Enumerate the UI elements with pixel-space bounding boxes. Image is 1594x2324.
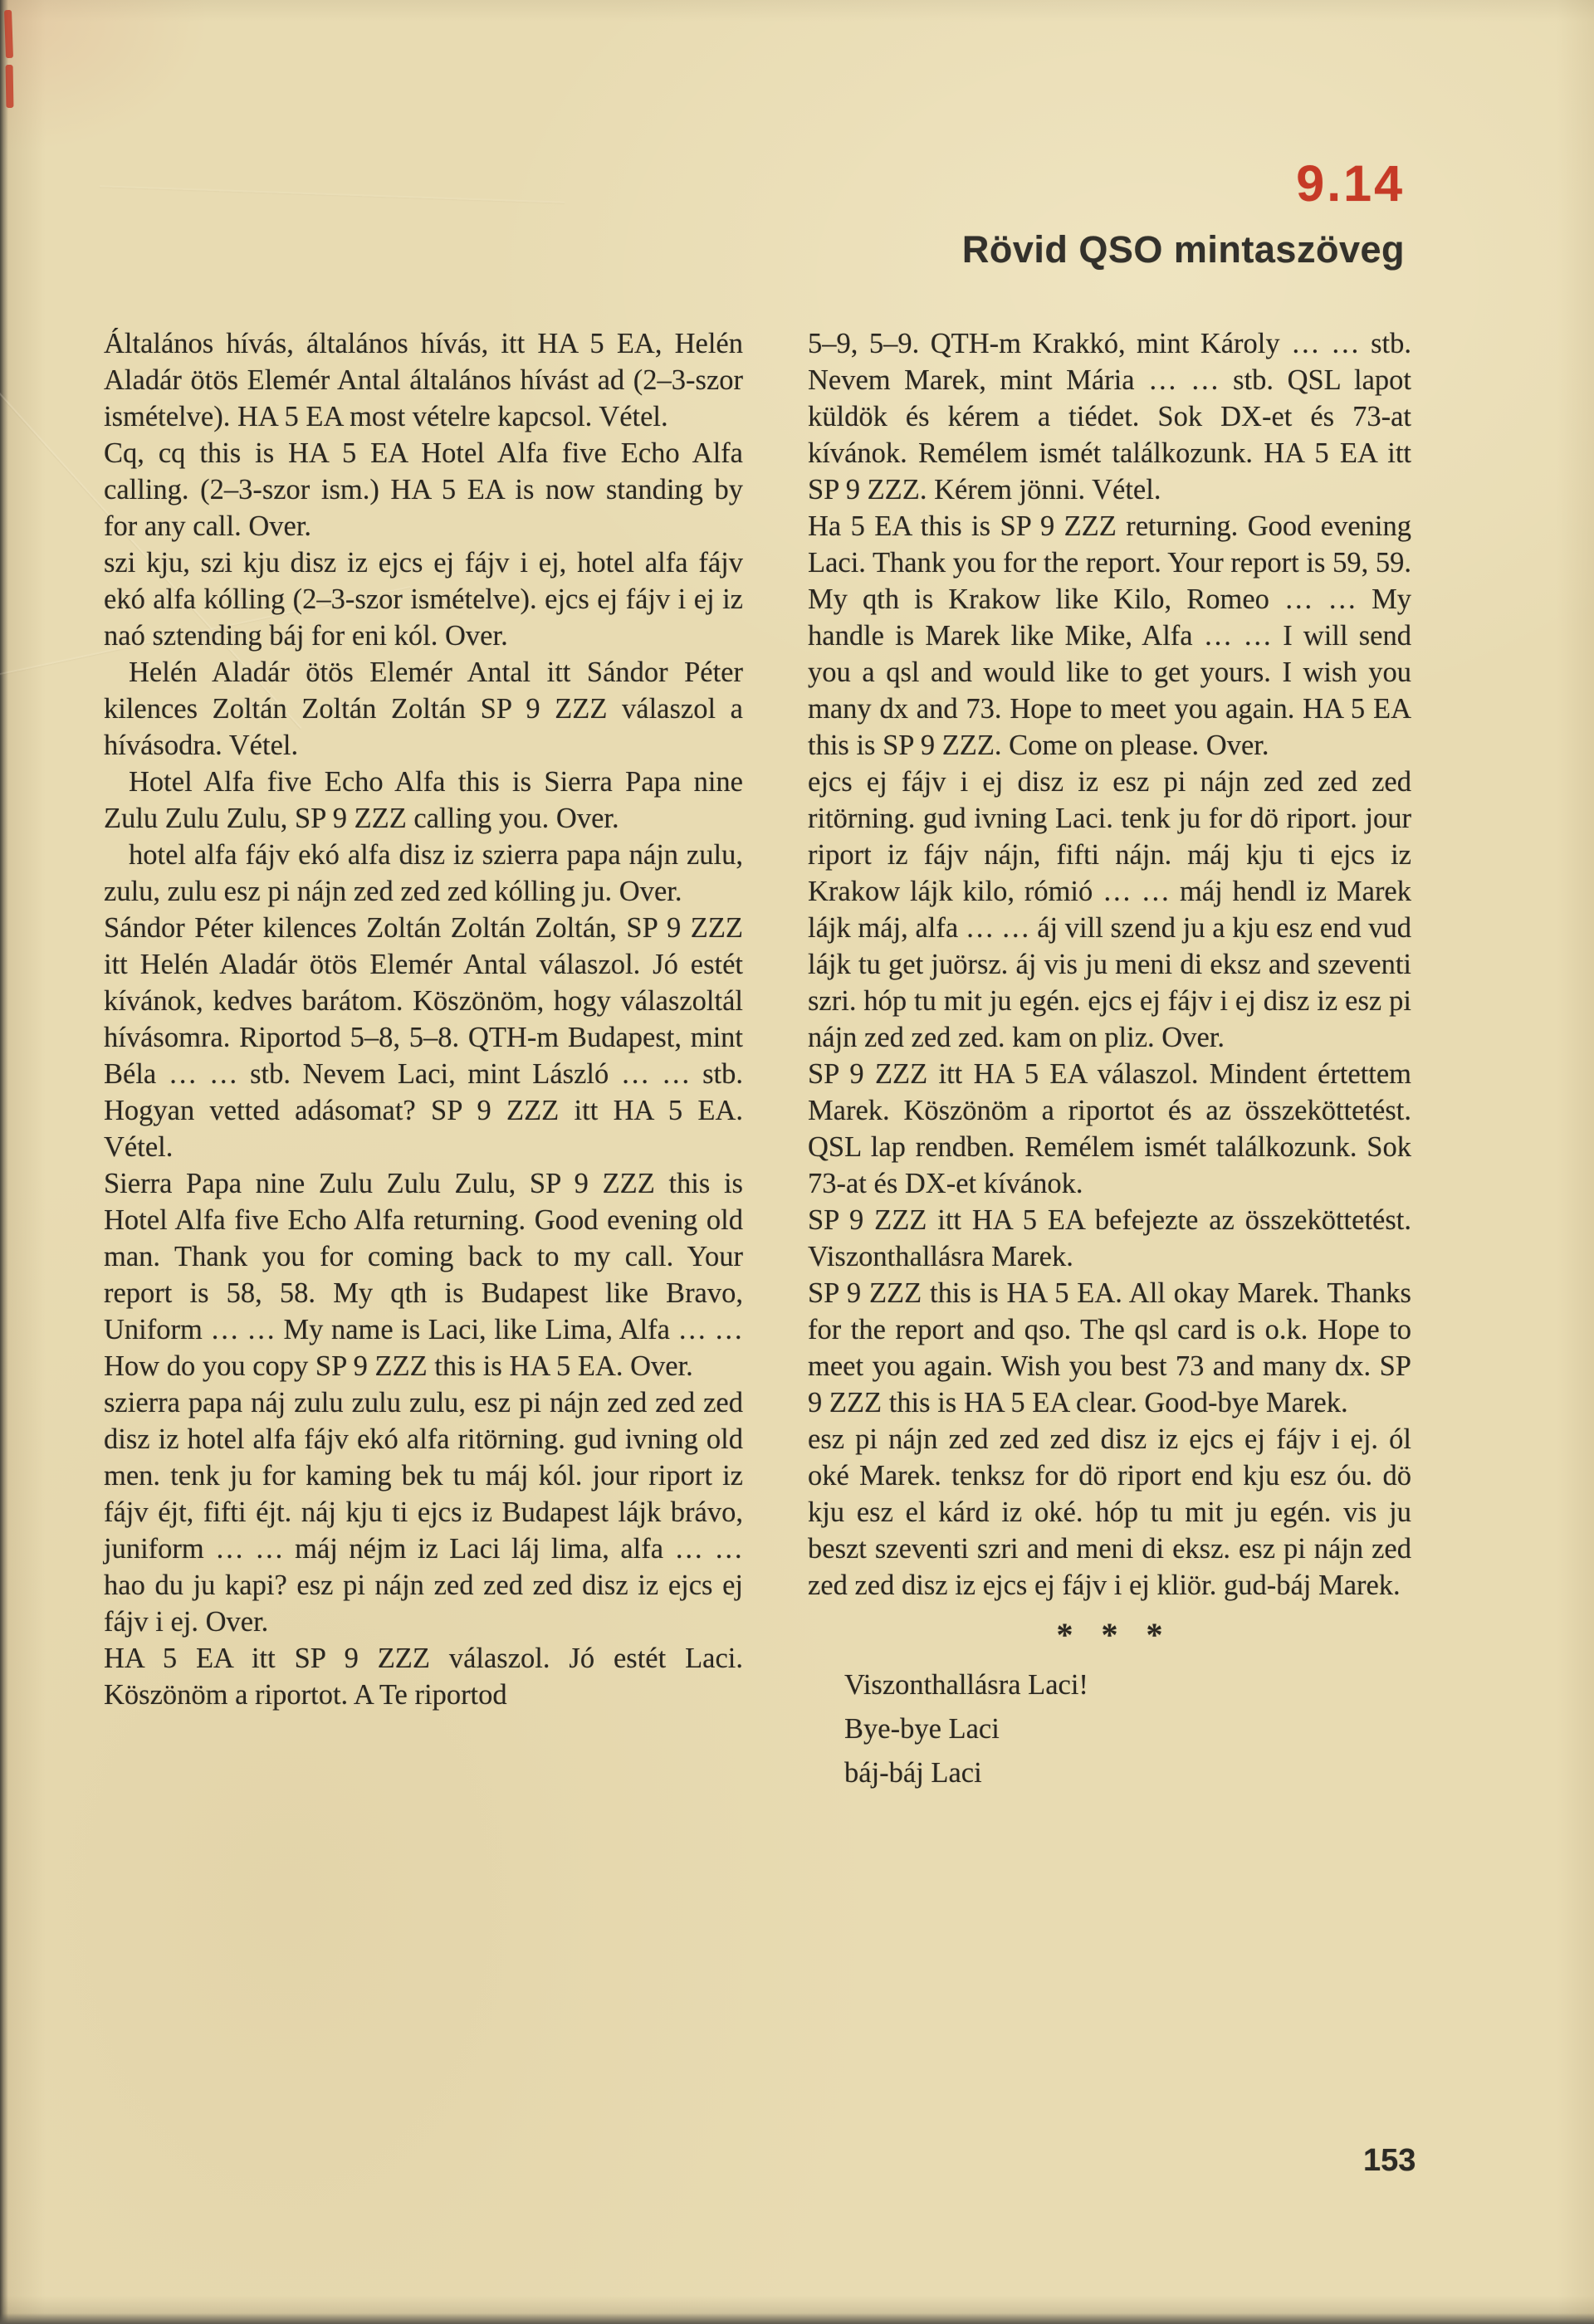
scan-edge-bottom [0, 2313, 1594, 2324]
red-pen-mark [4, 10, 13, 58]
page-number: 153 [1363, 2143, 1416, 2178]
paragraph: Sierra Papa nine Zulu Zulu Zulu, SP 9 ZZZ this is Hotel Alfa five Echo Alfa returning. Good evening old man. Thank you for coming back to my call. Your report is 58, 58. My qth is Budapest like Bravo, Uniform … … My name is Laci, like Lima, Alfa … … How do you copy SP 9 ZZZ this is HA 5 EA. Over. [104, 1168, 743, 1382]
closing-lines [808, 1663, 1411, 1795]
scan-edge-left [0, 0, 8, 2324]
paragraph: SP 9 ZZZ this is HA 5 EA. All okay Marek. Thanks for the report and qso. The qsl card is o.k. Hope to meet you again. Wish you best 73 and many dx. SP 9 ZZZ this is HA 5 EA clear. Good-bye Marek. [808, 1277, 1411, 1418]
closing-line: Bye-bye Laci [844, 1713, 1000, 1745]
paragraph: Ha 5 EA this is SP 9 ZZZ returning. Good evening Laci. Thank you for the report. Your report is 59, 59. My qth is Krakow like Kilo, Romeo … … My handle is Marek like Mike, Alfa … … I will send you a qsl and would like to get yours. I wish you many dx and 73. Hope to meet you again. HA 5 EA this is SP 9 ZZZ. Come on please. Over. [808, 510, 1411, 761]
right-column-paragraphs [808, 325, 1411, 1604]
section-number: 9.14 [1296, 155, 1405, 212]
paragraph: szierra papa náj zulu zulu zulu, esz pi nájn zed zed zed disz iz hotel alfa fájv ekó alfa ritörning. gud ivning old men. tenk ju for kaming bek tu máj kól. jour riport iz fájv éjt, fifti éjt. náj kju ti ejcs iz Budapest lájk brávo, juniform … … máj néjm iz Laci láj lima, alfa … … hao du ju kapi? esz pi nájn zed zed zed disz iz ejcs ej fájv i ej. Over. [104, 1387, 743, 1638]
closing-line: Viszonthallásra Laci! [844, 1669, 1088, 1701]
paragraph: SP 9 ZZZ itt HA 5 EA válaszol. Mindent értettem Marek. Köszönöm a riportot és az összeköttetést. QSL lap rendben. Remélem ismét találkozunk. Sok 73-at és DX-et kívánok. [808, 1058, 1411, 1199]
paragraph: Sándor Péter kilences Zoltán Zoltán Zoltán, SP 9 ZZZ itt Helén Aladár ötös Elemér Antal válaszol. Jó estét kívánok, kedves barátom. Köszönöm, hogy válaszoltál hívásomra. Riportod 5–8, 5–8. QTH-m Budapest, mint Béla … … stb. Nevem Laci, mint László … … stb. Hogyan vetted adásomat? SP 9 ZZZ itt HA 5 EA. Vétel. [104, 912, 743, 1163]
paragraph: Hotel Alfa five Echo Alfa this is Sierra Papa nine Zulu Zulu Zulu, SP 9 ZZZ calling you. Over. [104, 766, 743, 834]
section-header [0, 155, 1405, 271]
page-title: Rövid QSO mintaszöveg [961, 228, 1405, 271]
paragraph: 5–9, 5–9. QTH-m Krakkó, mint Károly … … stb. Nevem Marek, mint Mária … … stb. QSL lapot küldök és kérem a tiédet. Sok DX-et és 73-at kívánok. Remélem ismét találkozunk. HA 5 EA itt SP 9 ZZZ. Kérem jönni. Vétel. [808, 328, 1411, 505]
paragraph: ejcs ej fájv i ej disz iz esz pi nájn zed zed zed ritörning. gud ivning Laci. tenk ju for dö riport. jour riport iz fájv nájn, fifti nájn. máj kju ti ejcs iz Krakow lájk kilo, rómió … … máj hendl iz Marek lájk máj, alfa … … áj vill szend ju a kju esz end vud lájk tu get juörsz. áj vis ju meni di eksz and szeventi szri. hóp tu mit ju egén. ejcs ej fájv i ej disz iz esz pi nájn zed zed zed. kam on pliz. Over. [808, 766, 1411, 1053]
paragraph: SP 9 ZZZ itt HA 5 EA befejezte az összeköttetést. Viszonthallásra Marek. [808, 1204, 1411, 1272]
right-column [808, 325, 1411, 1795]
paragraph: hotel alfa fájv ekó alfa disz iz szierra papa nájn zulu, zulu, zulu esz pi nájn zed zed zed kólling ju. Over. [104, 839, 743, 907]
paragraph: Cq, cq this is HA 5 EA Hotel Alfa five Echo Alfa calling. (2–3-szor ism.) HA 5 EA is now standing by for any call. Over. [104, 437, 743, 542]
left-column [104, 325, 743, 1795]
paragraph: esz pi nájn zed zed zed disz iz ejcs ej fájv i ej. ól oké Marek. tenksz for dö riport end kju esz óu. dö kju esz el kárd iz oké. hóp tu mit ju egén. vis ju beszt szeventi szri and meni di eksz. esz pi nájn zed zed zed disz iz ejcs ej fájv i ej kliör. gud-báj Marek. [808, 1423, 1411, 1601]
text-columns [104, 325, 1411, 1795]
paragraph: Helén Aladár ötös Elemér Antal itt Sándor Péter kilences Zoltán Zoltán Zoltán SP 9 ZZZ válaszol a hívásodra. Vétel. [104, 657, 743, 761]
section-separator: * * * [1056, 1616, 1173, 1653]
paragraph: szi kju, szi kju disz iz ejcs ej fájv i ej, hotel alfa fájv ekó alfa kólling (2–3-szor ismételve). ejcs ej fájv i ej iz naó sztending báj for eni kól. Over. [104, 547, 743, 652]
closing-line: báj-báj Laci [844, 1757, 982, 1789]
paragraph: HA 5 EA itt SP 9 ZZZ válaszol. Jó estét Laci. Köszönöm a riportot. A Te riportod [104, 1643, 743, 1711]
paragraph: Általános hívás, általános hívás, itt HA 5 EA, Helén Aladár ötös Elemér Antal általános hívást ad (2–3-szor ismételve). HA 5 EA most vételre kapcsol. Vétel. [104, 328, 743, 432]
red-pen-mark [6, 65, 14, 108]
